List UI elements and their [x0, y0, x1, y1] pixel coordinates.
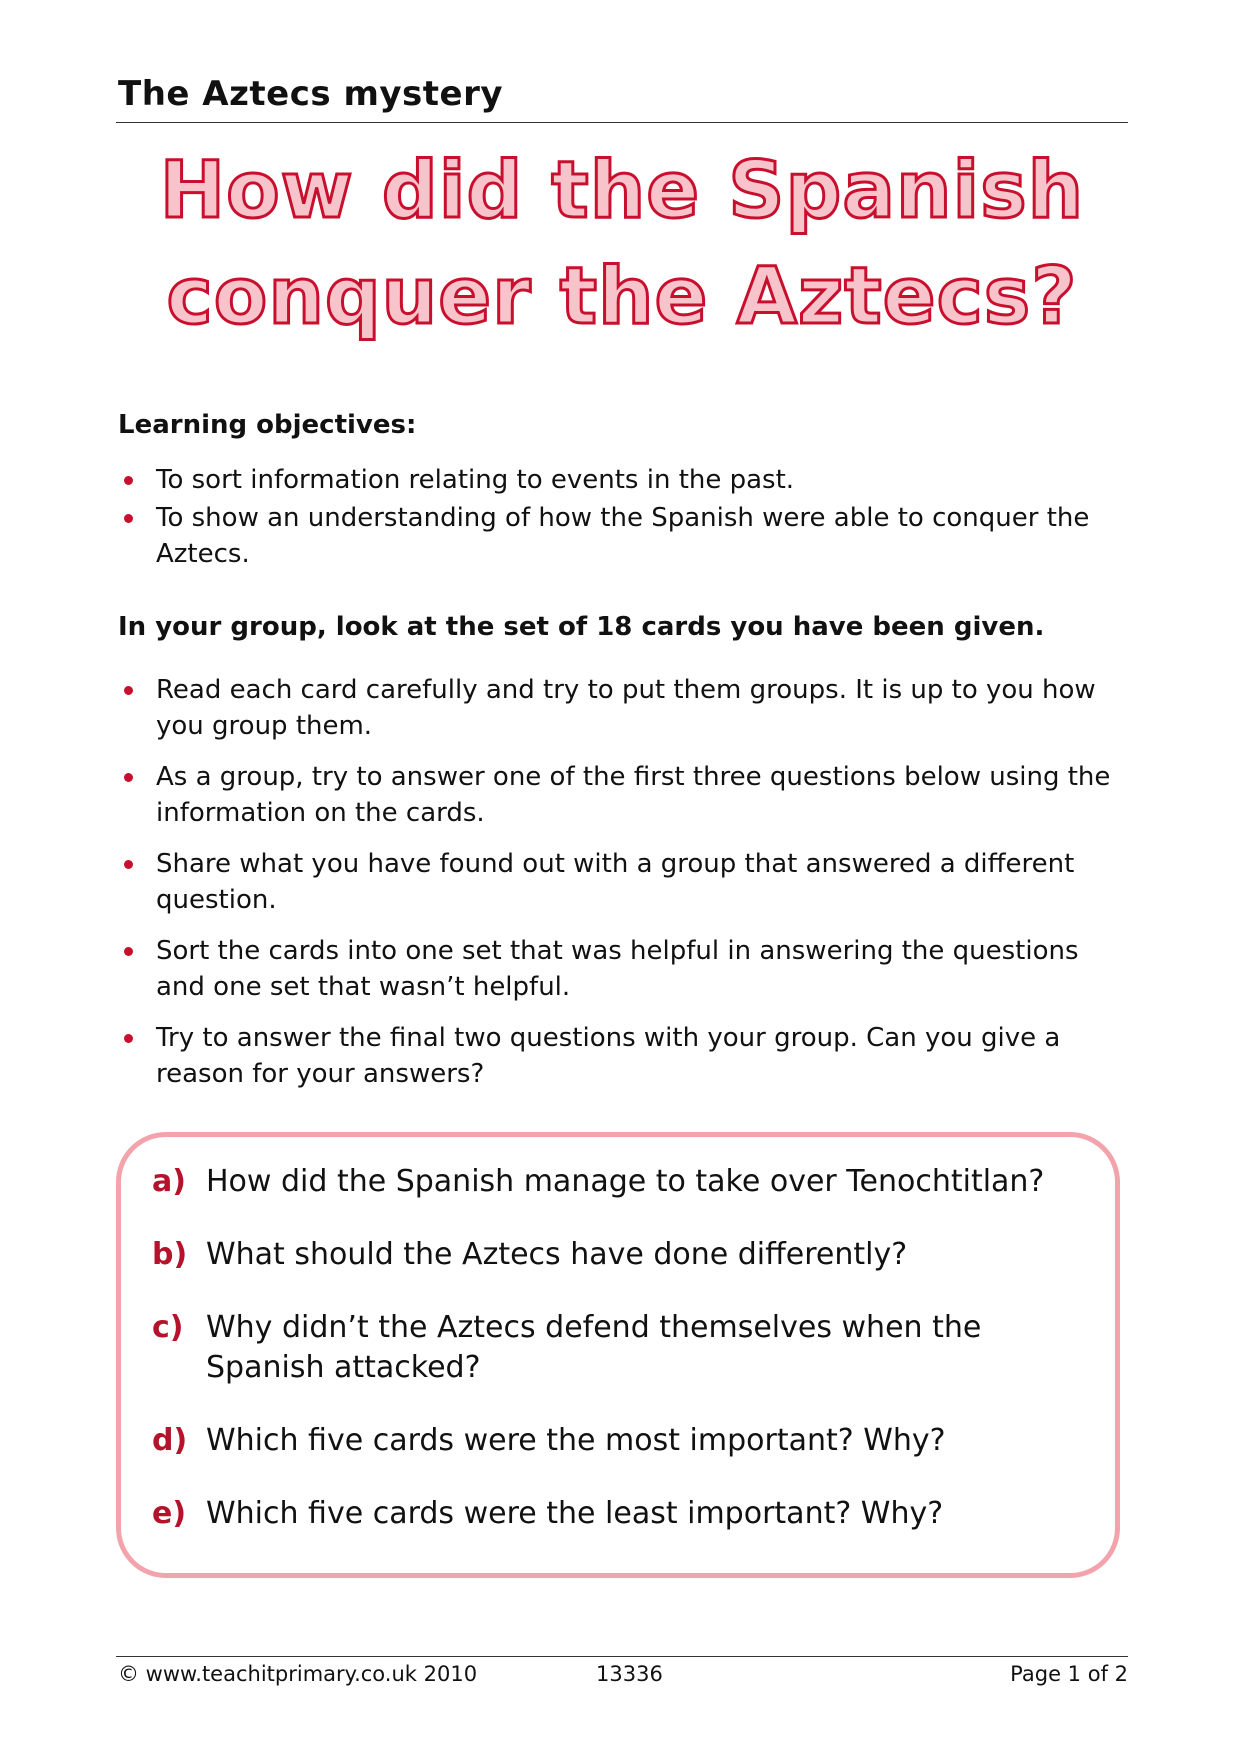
list-item-text: Read each card carefully and try to put them groups. It is up to you how you group them. [156, 675, 1096, 741]
learning-objectives-heading: Learning objectives: [118, 410, 417, 440]
list-item [118, 462, 1128, 498]
bullet-icon [124, 514, 133, 523]
footer-page-number: Page 1 of 2 [1010, 1662, 1128, 1686]
list-item-text: Try to answer the final two questions with your group. Can you give a reason for your answers? [156, 1023, 1061, 1089]
bullet-icon [124, 947, 133, 956]
header-title: The Aztecs mystery [118, 74, 504, 114]
question-letter: e) [152, 1496, 187, 1531]
page-title-line-2: conquer the Aztecs? [166, 252, 1078, 342]
bullet-icon [124, 686, 133, 695]
page-title [116, 138, 1128, 350]
bullet-icon [124, 860, 133, 869]
question-text: How did the Spanish manage to take over Tenochtitlan? [206, 1164, 1045, 1199]
footer-copyright: © www.teachitprimary.co.uk 2010 [118, 1662, 478, 1686]
learning-objectives-list [118, 462, 1128, 574]
question-text: What should the Aztecs have done differently? [206, 1237, 908, 1272]
question-item [152, 1235, 1082, 1275]
question-letter: c) [152, 1310, 184, 1345]
list-item-text: Share what you have found out with a group that answered a different question. [156, 849, 1075, 915]
question-item [152, 1162, 1082, 1202]
list-item-text: To sort information relating to events in the past. [156, 465, 795, 495]
question-letter: a) [152, 1164, 186, 1199]
question-item [152, 1494, 1082, 1534]
questions-list [152, 1162, 1082, 1567]
question-item [152, 1308, 1082, 1388]
header-divider [116, 122, 1128, 123]
list-item [118, 846, 1128, 918]
list-item [118, 759, 1128, 831]
footer-resource-code: 13336 [596, 1662, 663, 1686]
list-item [118, 1020, 1128, 1092]
group-task-heading: In your group, look at the set of 18 cards you have been given. [118, 612, 1045, 642]
bullet-icon [124, 476, 133, 485]
group-task-list [118, 672, 1128, 1107]
question-letter: d) [152, 1423, 188, 1458]
question-letter: b) [152, 1237, 188, 1272]
list-item [118, 672, 1128, 744]
question-text: Why didn’t the Aztecs defend themselves when the Spanish attacked? [206, 1310, 982, 1385]
list-item [118, 933, 1128, 1005]
list-item-text: Sort the cards into one set that was helpful in answering the questions and one set that wasn’t helpful. [156, 936, 1079, 1002]
question-text: Which five cards were the least important? Why? [206, 1496, 944, 1531]
list-item-text: To show an understanding of how the Spanish were able to conquer the Aztecs. [156, 503, 1090, 569]
list-item-text: As a group, try to answer one of the first three questions below using the information on the cards. [156, 762, 1111, 828]
list-item [118, 500, 1128, 572]
footer-divider [116, 1656, 1128, 1657]
bullet-icon [124, 773, 133, 782]
bullet-icon [124, 1034, 133, 1043]
page-title-line-1: How did the Spanish [159, 146, 1085, 236]
question-text: Which five cards were the most important? Why? [206, 1423, 946, 1458]
question-item [152, 1421, 1082, 1461]
